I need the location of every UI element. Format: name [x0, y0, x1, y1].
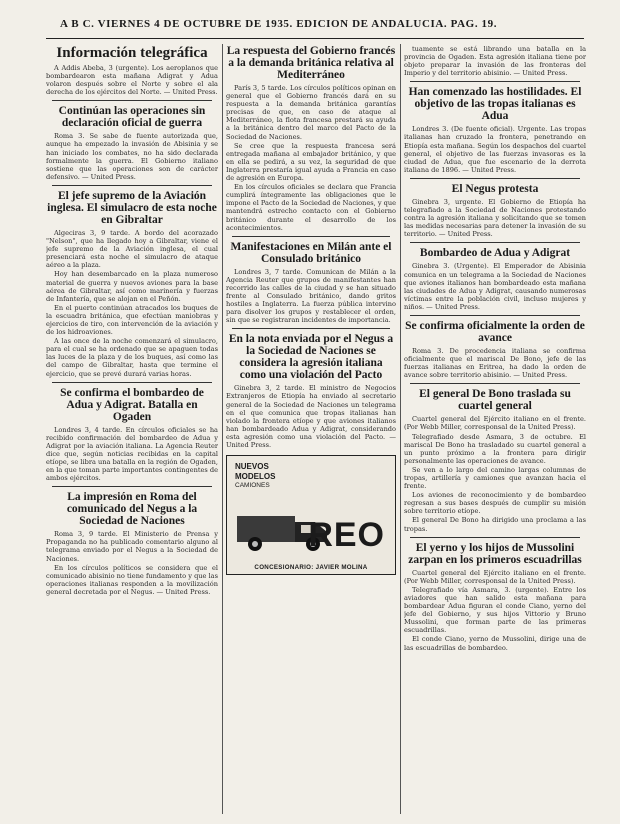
- article-text: El conde Ciano, yerno de Mussolini, dirige una de las escuadrillas de bombardeo.: [404, 635, 586, 652]
- headline-mussolini: El yerno y los hijos de Mussolini zarpan en los primeros escuadrillas: [408, 541, 582, 566]
- ad-subtitle: CAMIONES: [235, 482, 270, 490]
- separator: [410, 178, 580, 179]
- ad-headline: MODELOS: [235, 472, 276, 482]
- article-text: A las once de la noche comenzará el simulacro, para el cual se ha ordenado que se apaguen todas las luces de la plaza y de los buques, así como las del campo de Gibraltar, hasta que termine el ejercicio, que se prevé durará varias horas.: [46, 337, 218, 378]
- headline-impresion-roma: La impresión en Roma del comunicado del Negus a la Sociedad de Naciones: [66, 491, 198, 528]
- headline-operaciones: Continúan las operaciones sin declaración oficial de guerra: [58, 105, 206, 130]
- headline-respuesta-francia: La respuesta del Gobierno francés a la demanda británica relativa al Mediterráneo: [226, 45, 396, 81]
- separator: [232, 328, 390, 329]
- headline-orden-avance: Se confirma oficialmente la orden de avance: [405, 319, 585, 344]
- separator: [410, 81, 580, 82]
- article-text: Telegrafiado vía Asmara, 3. (urgente). Entre los aviadores que han salido esta mañana para bombardear Adua figuran el conde Ciano, yerno del jefe del Gobierno, y sus hijos Vittorio y Bruno Mussolini, que forman parte de las primeras escuadrillas.: [404, 585, 586, 635]
- article-text: Ginebra 3. (Urgente). El Emperador de Abisinia comunica en un telegrama a la Sociedad de Naciones que aviones italianos han bombardeado esta mañana las ciudades de Adua y Adigrat, causando numerosas víctimas entre la población civil, incluso mujeres y niños. — United Press.: [404, 262, 586, 311]
- column-right: [404, 44, 586, 814]
- separator: [52, 185, 212, 186]
- separator: [52, 382, 212, 383]
- column-left: [46, 44, 218, 814]
- headline-bombardeo-adua: Se confirma el bombardeo de Adua y Adigrat. Batalla en Ogaden: [60, 386, 204, 423]
- separator: [232, 236, 390, 237]
- article-text: En los círculos oficiales se declara que Francia cumplirá íntegramente las obligaciones que le impone el Pacto de la Sociedad de Naciones, y que mantendrá estrecho contacto con el Gobierno británico durante el desarrollo de los acontecimientos.: [226, 183, 396, 232]
- article-text: Cuartel general del Ejército italiano en el frente. (Por Webb Miller, corresponsal de la United Press).: [404, 415, 586, 432]
- article-text: Cuartel general del Ejército italiano en el frente. (Por Webb Miller, corresponsal de la United Press).: [404, 568, 586, 585]
- article-text: Ginebra 3, 2 tarde. El ministro de Negocios Extranjeros de Etiopía ha enviado al secretario general de la Sociedad de Naciones un telegrama en el que comunica que tropas italianas han violado la frontera etíope y que aviones italianos han bombardeado Adua y Adigrat, considerando esta agresión como una violación del Pacto. — United Press.: [226, 384, 396, 449]
- article-text: Los aviones de reconocimiento y de bombardeo regresan a sus bases después de cumplir su misión sobre territorio etíope.: [404, 491, 586, 516]
- headline-negus-protesta: El Negus protesta: [451, 182, 539, 195]
- advertisement-reo: [226, 455, 396, 575]
- ad-headline: NUEVOS: [235, 462, 269, 472]
- headline-hostilidades: Han comenzado las hostilidades. El objetivo de las tropas italianas es Adua: [408, 86, 582, 123]
- article-text: Roma 3. Se sabe de fuente autorizada que, aunque ha empezado la invasión de Abisinia y se han iniciado los combates, no ha sido declarada formalmente la guerra. El Gobierno italiano sostiene que las operaciones son de carácter defensivo. — United Press.: [46, 132, 218, 181]
- separator: [52, 100, 212, 101]
- article-text: Algeciras 3, 9 tarde. A bordo del acorazado "Nelson", que ha llegado hoy a Gibraltar, viene el jefe supremo de la Aviación inglesa, el cual presenciará esta noche el simulacro de ataque aéreo a la plaza.: [46, 228, 218, 270]
- article-text: Londres 3, 4 tarde. En círculos oficiales se ha recibido confirmación del bombardeo de Adua y Adigrat por la aviación italiana. La Agencia Reuter dice que, según noticias recibidas en la capital etíope, se libra una batalla en la región de Ogaden, en la que toman parte importantes contingentes de ambos ejércitos.: [46, 425, 218, 483]
- article-text: Se cree que la respuesta francesa será entregada mañana al embajador británico, y que en ella se pedirá, a su vez, la seguridad de que Inglaterra prestaría igual ayuda a Francia en caso de agresión en Europa.: [226, 141, 396, 183]
- article-text: Ginebra 3, urgente. El Gobierno de Etiopía ha telegrafiado a la Sociedad de Naciones protestando contra la agresión italiana y solicitando que se tomen las medidas necesarias para detener la invasión de su territorio. — United Press.: [404, 197, 586, 239]
- headline-de-bono: El general De Bono traslada su cuartel general: [419, 388, 571, 413]
- article-text: París 3, 5 tarde. Los círculos políticos opinan en general que el Gobierno francés dará en su respuesta a la demanda británica garantías precisas de que, en caso de ataque al Mediterráneo, la flota francesa prestará su ayuda a la británica dentro del marco del Pacto de la Sociedad de Naciones.: [226, 84, 396, 141]
- headline-informacion: Información telegráfica: [56, 45, 208, 61]
- separator: [410, 383, 580, 384]
- column-middle: [226, 44, 396, 814]
- article-text: En los círculos políticos se considera que el comunicado abisinio no tiene fundamento y que las operaciones italianas responden a la movilización general decretada por el Negus. — United Press.: [46, 563, 218, 596]
- ad-footer: CONCESIONARIO: JAVIER MOLINA: [254, 564, 368, 572]
- column-divider: [222, 44, 223, 814]
- article-text: Londres 3. (De fuente oficial). Urgente. Las tropas italianas han cruzado la frontera, penetrando en Etiopía esta mañana. Según los despachos del cuartel general, el objetivo de las fuerzas invasoras es la ciudad de Adua, que fue escenario de la derrota italiana de 1896. — United Press.: [404, 125, 586, 174]
- article-text: El general De Bono ha dirigido una proclama a las tropas.: [404, 516, 586, 533]
- article-text: A Addis Abeba, 3 (urgente). Los aeroplanos que bombardearon esta mañana Adigrat y Adua volaron después sobre el Norte y sobre el ala derecha de los ejércitos del Norte. — United Press.: [46, 64, 218, 97]
- separator: [52, 486, 212, 487]
- separator: [410, 242, 580, 243]
- article-text: En el puerto continúan atracados los buques de la escuadra británica, que efectúan maniobras y ejercicios de tiro, con intervención de la aviación y de los hidroaviones.: [46, 303, 218, 337]
- ad-brand: REO: [308, 516, 385, 555]
- article-text: Roma 3, 9 tarde. El Ministerio de Prensa y Propaganda no ha publicado comentario alguno al telegrama enviado por el Negus a la Sociedad de Naciones.: [46, 530, 218, 563]
- article-text: Se ven a lo largo del camino largas columnas de tropas, artillería y camiones que avanzan hacia el frente.: [404, 465, 586, 491]
- separator: [410, 315, 580, 316]
- headline-aviacion-inglesa: El jefe supremo de la Aviación inglesa. El simulacro de esta noche en Gibraltar: [47, 189, 217, 226]
- column-divider: [400, 44, 401, 814]
- article-text: tuamente se está librando una batalla en la provincia de Ogaden. Esta agresión italiana tiene por objeto preparar la invasión de las fronteras del Imperio y del territorio abisinio. — United Press.: [404, 45, 586, 78]
- headline-bombardeo: Bombardeo de Adua y Adigrat: [419, 247, 571, 260]
- article-text: Roma 3. De procedencia italiana se confirma oficialmente que el mariscal De Bono, jefe de las fuerzas italianas en Eritrea, ha dado la orden de avance sobre territorio abisinio. — United Press.: [404, 346, 586, 380]
- article-text: Londres 3, 7 tarde. Comunican de Milán a la Agencia Reuter que grupos de manifestantes han recorrido las calles de la ciudad y se han situado frente al Consulado británico, dando gritos hostiles a Inglaterra. La fuerza pública intervino para disolver los grupos y restablecer el orden, sin que se registraran incidentes de importancia.: [226, 267, 396, 325]
- headline-nota-negus: En la nota enviada por el Negus a la Sociedad de Naciones se considera la agresión italiana como una violación del Pacto: [228, 333, 394, 382]
- separator: [410, 537, 580, 538]
- article-text: Hoy han desembarcado en la plaza numeroso material de guerra y nuevos aviones para la base aérea de Gibraltar, así como marinería y fuerzas de Infantería, que se alojan en el Peñón.: [46, 270, 218, 303]
- masthead-rule: [46, 38, 584, 39]
- headline-milan: Manifestaciones en Milán ante el Consulado británico: [230, 240, 392, 265]
- article-text: Telegrafiado desde Asmara, 3 de octubre. El mariscal De Bono ha trasladado su cuartel general a un punto próximo a la frontera para dirigir personalmente las operaciones de avance.: [404, 432, 586, 465]
- masthead: A B C. VIERNES 4 DE OCTUBRE DE 1935. EDICION DE ANDALUCIA. PAG. 19.: [60, 18, 498, 30]
